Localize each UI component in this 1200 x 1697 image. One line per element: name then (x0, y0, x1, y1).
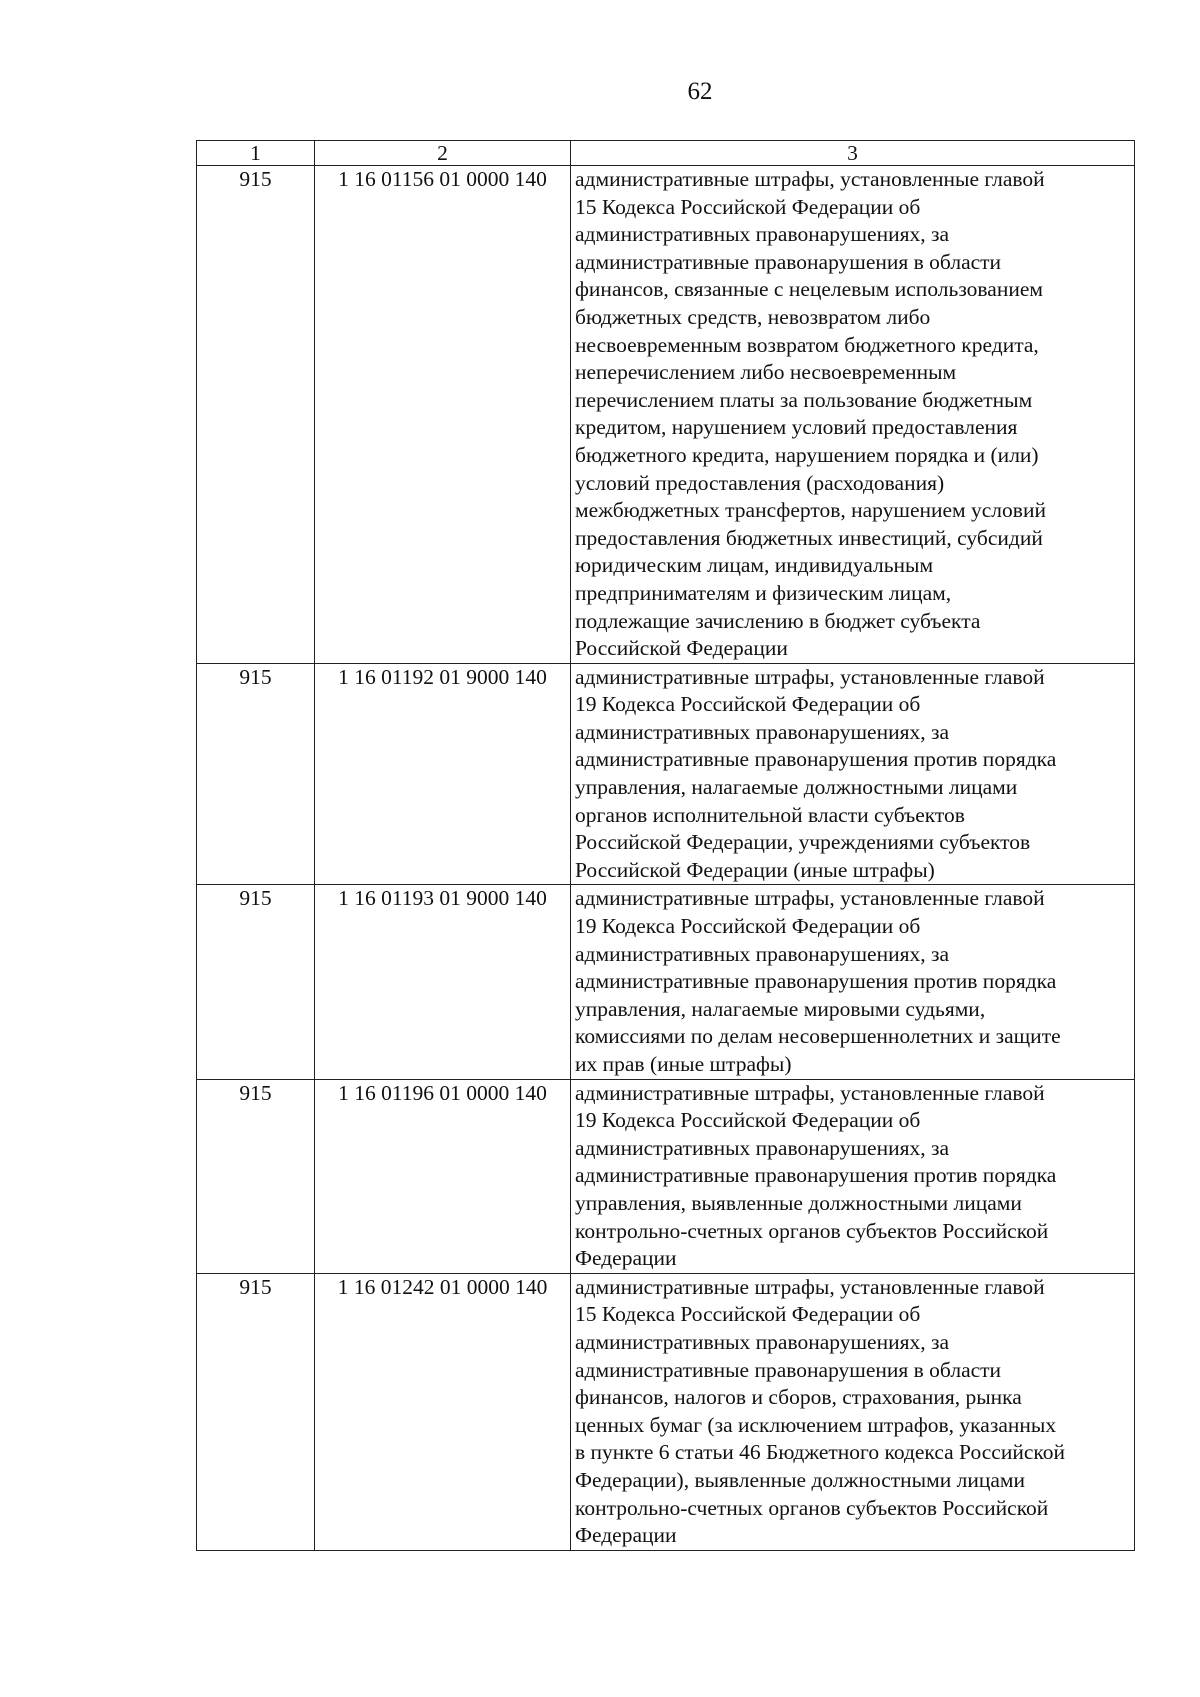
description-line: административных правонарушениях, за (575, 719, 950, 744)
budget-codes-table (196, 140, 1135, 1551)
table-row (197, 1079, 1135, 1273)
description-line: органов исполнительной власти субъектов (575, 802, 965, 827)
description-line: административные правонарушения против порядка (575, 747, 1057, 772)
description-line: управления, выявленные должностными лицами (575, 1190, 1022, 1215)
description-line: ценных бумаг (за исключением штрафов, указанных (575, 1412, 1057, 1437)
description-cell (571, 1273, 1135, 1550)
description-line: финансов, налогов и сборов, страхования, рынка (575, 1385, 1022, 1410)
description-line: неперечислением либо несвоевременным (575, 360, 957, 385)
description-line: административных правонарушениях, за (575, 1135, 950, 1160)
table-header-row (197, 141, 1135, 166)
page-number: 62 (687, 78, 713, 105)
description-line: административные штрафы, установленные главой (575, 1274, 1045, 1299)
budget-classification-code-cell: 1 16 01193 01 9000 140 (315, 885, 571, 1079)
description-line: комиссиями по делам несовершеннолетних и защите (575, 1024, 1061, 1049)
description-line: 15 Кодекса Российской Федерации об (575, 194, 921, 219)
column-header-3: 3 (571, 141, 1135, 166)
description-line: их прав (иные штрафы) (575, 1052, 792, 1076)
description-line: административные штрафы, установленные главой (575, 664, 1045, 689)
table-row (197, 166, 1135, 664)
description-line: предоставления бюджетных инвестиций, субсидий (575, 525, 1043, 550)
admin-code-cell: 915 (197, 1273, 315, 1550)
description-line: 19 Кодекса Российской Федерации об (575, 1108, 921, 1133)
budget-classification-code-cell: 1 16 01242 01 0000 140 (315, 1273, 571, 1550)
description-line: предпринимателям и физическим лицам, (575, 580, 952, 605)
description-line: в пункте 6 статьи 46 Бюджетного кодекса Российской (575, 1440, 1066, 1465)
description-line: перечислением платы за пользование бюджетным (575, 387, 1033, 412)
budget-classification-code-cell: 1 16 01196 01 0000 140 (315, 1079, 571, 1273)
description-line: кредитом, нарушением условий предоставления (575, 415, 1018, 440)
description-line: управления, налагаемые должностными лицами (575, 775, 1018, 800)
description-line: несвоевременным возвратом бюджетного кредита, (575, 332, 1039, 357)
column-header-1: 1 (197, 141, 315, 166)
description-line: Федерации (575, 1246, 677, 1271)
admin-code-cell: 915 (197, 885, 315, 1079)
description-line: условий предоставления (расходования) (575, 470, 945, 495)
description-cell (571, 1079, 1135, 1273)
admin-code-cell: 915 (197, 663, 315, 885)
description-line: подлежащие зачислению в бюджет субъекта (575, 608, 981, 633)
description-line: управления, налагаемые мировыми судьями, (575, 996, 986, 1021)
description-line: административные правонарушения в области (575, 249, 1002, 274)
description-line: административные штрафы, установленные главой (575, 167, 1045, 191)
description-line: бюджетных средств, невозвратом либо (575, 304, 931, 329)
description-line: 15 Кодекса Российской Федерации об (575, 1302, 921, 1327)
table-row (197, 663, 1135, 885)
table-body (197, 166, 1135, 1551)
table-row (197, 885, 1135, 1079)
description-line: Федерации (575, 1523, 677, 1548)
admin-code-cell: 915 (197, 166, 315, 664)
description-line: административных правонарушениях, за (575, 222, 950, 247)
description-line: юридическим лицам, индивидуальным (575, 553, 934, 578)
description-line: Российской Федерации (иные штрафы) (575, 857, 935, 882)
description-line: финансов, связанные с нецелевым использованием (575, 277, 1044, 302)
description-line: административные штрафы, установленные главой (575, 886, 1045, 911)
description-line: 19 Кодекса Российской Федерации об (575, 692, 921, 717)
description-line: административных правонарушениях, за (575, 941, 950, 966)
description-line: контрольно-счетных органов субъектов Российской (575, 1495, 1049, 1520)
description-line: контрольно-счетных органов субъектов Российской (575, 1218, 1049, 1243)
budget-classification-code-cell: 1 16 01156 01 0000 140 (315, 166, 571, 664)
description-cell (571, 166, 1135, 664)
description-line: межбюджетных трансфертов, нарушением условий (575, 498, 1046, 523)
budget-classification-code-cell: 1 16 01192 01 9000 140 (315, 663, 571, 885)
description-line: Российской Федерации (575, 636, 788, 661)
description-cell (571, 663, 1135, 885)
description-line: административных правонарушениях, за (575, 1329, 950, 1354)
description-line: административные правонарушения против порядка (575, 1163, 1057, 1188)
description-line: бюджетного кредита, нарушением порядка и (или) (575, 442, 1039, 467)
description-line: административные штрафы, установленные главой (575, 1080, 1045, 1105)
description-line: Российской Федерации, учреждениями субъектов (575, 830, 1031, 855)
description-line: административные правонарушения против порядка (575, 969, 1057, 994)
description-cell (571, 885, 1135, 1079)
table-row (197, 1273, 1135, 1550)
description-line: Федерации), выявленные должностными лицами (575, 1467, 1025, 1492)
description-line: административные правонарушения в области (575, 1357, 1002, 1382)
column-header-2: 2 (315, 141, 571, 166)
admin-code-cell: 915 (197, 1079, 315, 1273)
description-line: 19 Кодекса Российской Федерации об (575, 914, 921, 939)
